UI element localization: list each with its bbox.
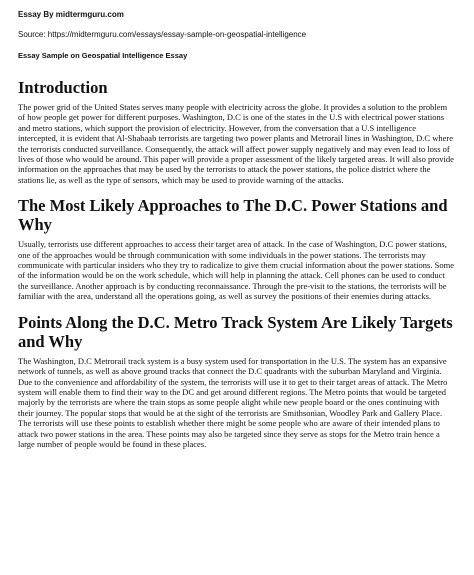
section-introduction — [18, 78, 455, 185]
section-paragraph: The Washington, D.C Metrorail track system is a busy system used for transportation in the U.S. The system has an expansive network of tunnels, as well as above ground tracks that connect the D.C quadrants with the suburban Maryland and Virginia. Due to the convenience and affordability of the system, the terrorists will use it to get to their target areas of attack. The Metro system will enable them to find their way to the DC and get around different regions. The Metro points that would be targeted majorly by the terrorists are where the train stops as some people alight while new people board or the ones continuing with their journey. The popular stops that would be at the sight of the terrorists are Smithsonian, Woodley Park and Gallery Place. The terrorists will use these points to establish whether there might be some people who are aware of their intended plans to attack two power stations in the area. These points may also be targeted since they serve as stops for the Metro train hence a large number of people would be found in these places. — [18, 355, 448, 449]
section-heading: Introduction — [18, 78, 108, 97]
section-paragraph: The power grid of the United States serves many people with electricity across the globe. It provides a solution to the problem of how people get power for different purposes. Washington, D.C is one of the states in the U.S with electrical power stations and metro stations, which support the provision of electricity. However, from the conversation that a U.S intelligence intercepted, it is evident that Al-Shabaab terrorists are targeting two power plants and Metrorail lines in Washington, D.C where the terrorists conducted surveillance. Consequently, the attack will affect power supply negatively and may even lead to loss of lives of those who would be around. This paper will provide a proper assessment of the likely targeted areas. It will also provide information on the approaches that may be used by the terrorists to attack the power stations, the police district where the stations lie, as well as the type of sensors, which may be used to provide warning of the attacks. — [18, 102, 454, 185]
document-title: Essay Sample on Geospatial Intelligence Essay — [18, 51, 188, 60]
site-name: Essay By midtermguru.com — [18, 10, 124, 19]
section-heading: The Most Likely Approaches to The D.C. Power Stations and Why — [18, 196, 448, 235]
section-metro-points — [18, 313, 455, 450]
source-line: Source: https://midtermguru.com/essays/essay-sample-on-geospatial-intelligence — [18, 30, 307, 39]
section-approaches — [18, 196, 455, 301]
section-paragraph: Usually, terrorists use different approaches to access their target area of attack. In the case of Washington, D.C power stations, one of the approaches would be through communication with some individuals in the power stations. The terrorists may communicate with particular insiders who they try to radicalize to give them crucial information about the power stations. Some of the information would be on the work schedule, which will help in planning the attack. Cell phones can be used to conduct the surveillance. Another approach is by conducting reconnaissance. Through the pre-visit to the stations, the terrorists will be familiar with the area, understand all the operations going, as well as survey the positions of their enemies during attacks. — [18, 239, 454, 302]
section-heading: Points Along the D.C. Metro Track System Are Likely Targets and Why — [18, 312, 453, 351]
